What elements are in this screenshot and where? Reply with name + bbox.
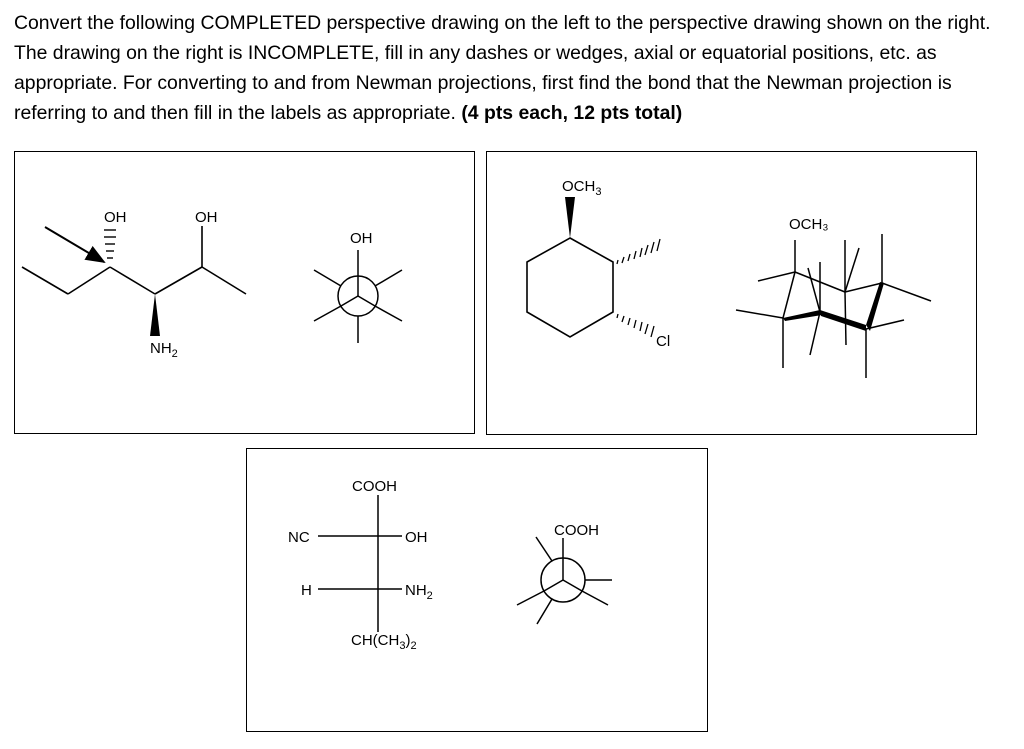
newman-projection-1 [314, 250, 402, 343]
chair-conformation [783, 272, 882, 318]
fischer-bottom-label: $CH(CH_3)_2$ [351, 632, 417, 652]
instructions-body: Convert the following COMPLETED perspective drawing on the left to the perspective drawing shown on the right. The drawing on the right is INCOMPLETE, fill in any dashes or wedges, axial or equatorial positions, etc. as appropriate. For converting to and from Newman projections, first find the bond that the Newman projection is referring to and then fill in the labels as appropriate. [14, 12, 991, 124]
wedge-bond-och3 [565, 197, 575, 238]
newman-oh-label: OH [350, 230, 373, 247]
fischer-nc-label: NC [288, 529, 310, 546]
arrow [45, 227, 104, 262]
chair-front-bond-3 [866, 282, 884, 331]
och3-label-chair: OCH₃ [789, 216, 829, 233]
newman-projection-3 [517, 537, 612, 624]
zigzag-molecule [22, 226, 246, 294]
chair-substituent-bonds [736, 234, 931, 378]
och3-label-top: $OCH_3$ [562, 178, 602, 198]
wedge-bond-nh2 [150, 294, 160, 336]
oh-label-left: OH [104, 209, 127, 226]
nh2-label: $NH_2$ [150, 340, 178, 360]
fischer-cooh-top: COOH [352, 478, 397, 495]
hashed-bond-oh [104, 230, 116, 258]
fischer-nh2-label: $NH_2$ [405, 582, 433, 602]
hashed-bond-cl [617, 314, 654, 337]
cyclohexane-ring [527, 238, 613, 337]
hashed-bond-upper-right [617, 239, 660, 264]
fischer-oh-label: OH [405, 529, 428, 546]
fischer-h-label: H [301, 582, 312, 599]
points-label: (4 pts each, 12 pts total) [461, 102, 683, 124]
newman-cooh-label: COOH [554, 522, 599, 539]
cl-label: Cl [656, 333, 671, 350]
oh-label-right: OH [195, 209, 218, 226]
fischer-projection [318, 495, 402, 632]
chair-front-bond-2 [820, 310, 866, 331]
chair-front-bond-1 [783, 310, 822, 321]
